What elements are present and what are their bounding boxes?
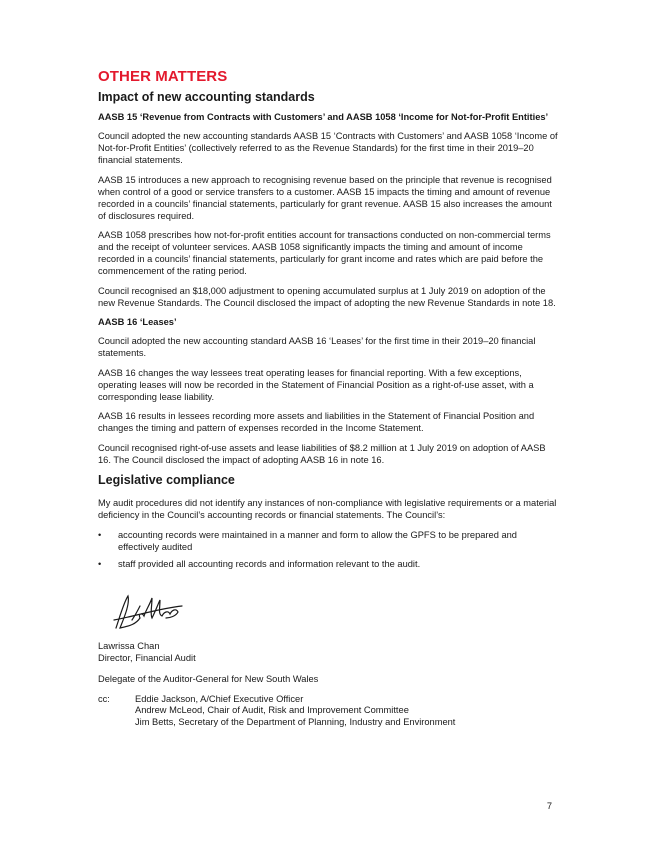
section-title: OTHER MATTERS bbox=[98, 68, 228, 85]
heading-aasb16: AASB 16 ‘Leases’ bbox=[98, 317, 177, 327]
bullet-icon: • bbox=[98, 529, 102, 540]
signatory-title: Director, Financial Audit bbox=[98, 652, 196, 663]
list-item: • accounting records were maintained in a manner and form to allow the GPFS to be prepared and effectively audited bbox=[98, 529, 517, 552]
heading-accounting-standards: Impact of new accounting standards bbox=[98, 90, 315, 104]
cc-label: cc: bbox=[98, 693, 110, 704]
paragraph: My audit procedures did not identify any instances of non-compliance with legislative requirements or a material deficiency in the Council’s accounting records or financial statements. The Council’s: bbox=[98, 498, 557, 520]
page-number: 7 bbox=[546, 801, 552, 811]
signatory-name: Lawrissa Chan bbox=[98, 640, 160, 651]
paragraph: Council adopted the new accounting standard AASB 16 ‘Leases’ for the first time in their 2019–20 financial statements. bbox=[98, 336, 536, 358]
cc-recipient: Andrew McLeod, Chair of Audit, Risk and Improvement Committee bbox=[135, 705, 409, 715]
paragraph: AASB 16 results in lessees recording more assets and liabilities in the Statement of Financial Position and changes the timing and pattern of expenses recorded in the Income Statement. bbox=[98, 411, 535, 433]
paragraph: AASB 16 changes the way lessees treat operating leases for financial reporting. With a few exceptions, operating leases will now be recorded in the Statement of Financial Position as a right-of-use asset, with a corresponding lease liability. bbox=[98, 367, 534, 402]
signature-image bbox=[106, 588, 186, 634]
list-item: • staff provided all accounting records and information relevant to the audit. bbox=[98, 558, 421, 569]
cc-recipient: Eddie Jackson, A/Chief Executive Officer bbox=[135, 693, 304, 704]
delegate-line: Delegate of the Auditor-General for New South Wales bbox=[98, 673, 319, 684]
compliance-list bbox=[98, 529, 558, 570]
cc-block bbox=[98, 694, 558, 729]
paragraph: Council recognised right-of-use assets and lease liabilities of $8.2 million at 1 July 2019 on adoption of AASB 16. The Council disclosed the impact of adopting AASB 16 in note 16. bbox=[98, 442, 546, 465]
signoff-block bbox=[98, 640, 558, 685]
cc-recipient: Jim Betts, Secretary of the Department of Planning, Industry and Environment bbox=[135, 716, 456, 727]
heading-legislative-compliance: Legislative compliance bbox=[98, 473, 235, 487]
paragraph: Council adopted the new accounting standards AASB 15 ‘Contracts with Customers’ and AASB 1058 ‘Income of Not-for-Profit Entities’ (collectively referred to as the Revenue Standards) for the first time in their 2019–20 financial statements. bbox=[98, 131, 558, 165]
bullet-icon: • bbox=[98, 558, 102, 569]
paragraph: Council recognised an $18,000 adjustment to opening accumulated surplus at 1 July 2019 on adoption of the new Revenue Standards. The Council disclosed the impact of adopting the new Revenue Standards in note 18. bbox=[98, 285, 556, 308]
document-page bbox=[98, 68, 558, 728]
paragraph: AASB 15 introduces a new approach to recognising revenue based on the principle that revenue is recognised when control of a good or service transfers to a customer. AASB 15 impacts the timing and amount of revenue recorded in a councils’ financial statements, particularly for grant revenue. AASB 15 also increases the amount of disclosures required. bbox=[98, 174, 552, 221]
heading-aasb15-1058: AASB 15 ‘Revenue from Contracts with Customers’ and AASB 1058 ‘Income for Not-for-Profit Entities’ bbox=[98, 112, 549, 122]
paragraph: AASB 1058 prescribes how not-for-profit entities account for transactions conducted on non-commercial terms and the receipt of volunteer services. AASB 1058 significantly impacts the timing and amount of income recorded in a councils’ financial statements, particularly for grant income and rates which are paid before the commencement of the rating period. bbox=[98, 230, 551, 276]
cc-recipients bbox=[135, 694, 455, 729]
